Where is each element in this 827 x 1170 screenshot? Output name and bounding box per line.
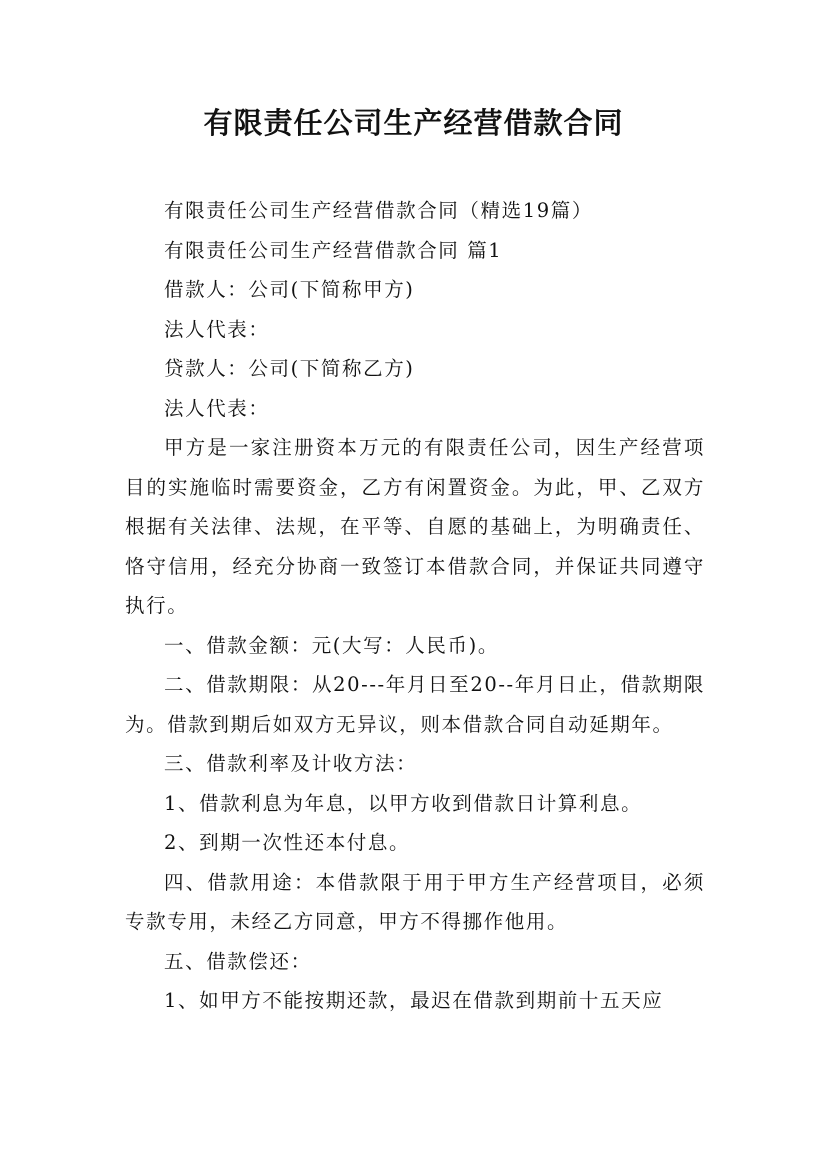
paragraph-interest-item-2: 2、到期一次性还本付息。	[164, 831, 411, 854]
paragraph-loan-amount: 一、借款金额：元(大写：人民币)。	[164, 633, 499, 657]
paragraph-repayment-item-1: 1、如甲方不能按期还款，最迟在借款到期前十五天应	[164, 989, 664, 1012]
paragraph-interest-item-1: 1、借款利息为年息，以甲方收到借款日计算利息。	[164, 791, 643, 815]
paragraph-lender-representative: 法人代表：	[164, 396, 270, 420]
paragraph-loan-term: 二、借款期限：从20---年月日至20--年月日止，借款期限为。借款到期后如双方无异议，则本借款合同自动延期年。	[125, 673, 705, 736]
paragraph-preamble: 甲方是一家注册资本万元的有限责任公司，因生产经营项目的实施临时需要资金，乙方有闲置资金。为此，甲、乙双方根据有关法律、法规，在平等、自愿的基础上，为明确责任、恪守信用，经充分协商一致签订本借款合同，并保证共同遵守执行。	[125, 436, 705, 617]
paragraph-borrower-representative: 法人代表：	[164, 317, 270, 341]
document-body	[125, 191, 705, 1021]
paragraph-repayment-heading: 五、借款偿还：	[164, 949, 312, 973]
paragraph-article-title: 有限责任公司生产经营借款合同 篇1	[164, 238, 503, 262]
paragraph-borrower: 借款人：公司(下简称甲方)	[164, 278, 415, 301]
paragraph-loan-purpose: 四、借款用途：本借款限于用于甲方生产经营项目，必须专款专用，未经乙方同意，甲方不得挪作他用。	[125, 870, 705, 933]
document-title: 有限责任公司生产经营借款合同	[203, 106, 624, 140]
paragraph-interest-heading: 三、借款利率及计收方法：	[164, 752, 418, 775]
paragraph-collection-title: 有限责任公司生产经营借款合同（精选19篇）	[164, 199, 593, 222]
paragraph-lender: 贷款人：公司(下简称乙方)	[164, 357, 415, 380]
